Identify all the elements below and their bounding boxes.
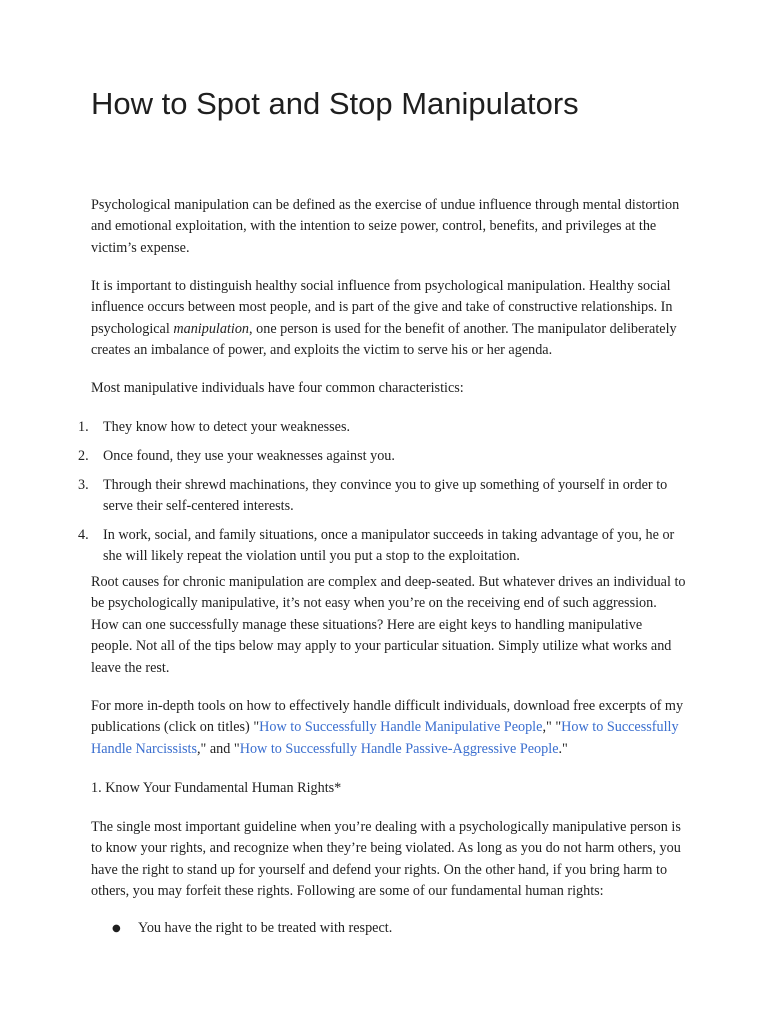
list-item-text: Through their shrewd machinations, they convince you to give up something of yourself in order to serve their self-centered interests. bbox=[103, 476, 668, 514]
list-item-number: 4. bbox=[78, 526, 89, 543]
paragraph-root-causes: Root causes for chronic manipulation are complex and deep-seated. But whatever drives an individual to be psychologically manipulative, it’s not easy when you’re on the receiving end of such aggression. How can one successfully manage these situations? Here are eight keys to handling manipulative people. Not all of the tips below may apply to your particular situation. Simply utilize what works and leave the rest. bbox=[91, 574, 686, 676]
paragraph-definition: Psychological manipulation can be defined as the exercise of undue influence through mental distortion and emotional exploitation, with the intention to seize power, control, benefits, and privileges at the victim’s expense. bbox=[91, 197, 680, 256]
bullet-icon: ● bbox=[112, 923, 121, 934]
list-item bbox=[78, 525, 690, 568]
page-title: How to Spot and Stop Manipulators bbox=[91, 86, 579, 121]
list-item-text: Once found, they use your weaknesses against you. bbox=[103, 447, 395, 464]
list-item bbox=[112, 918, 672, 939]
list-item-number: 2. bbox=[78, 447, 89, 464]
paragraph-know-your-rights: The single most important guideline when you’re dealing with a psychologically manipulative person is to know your rights, and recognize when they’re being violated. As long as you do not harm others, you have the right to stand up for yourself and defend your rights. On the other hand, if you bring harm to others, you may forfeit these rights. Following are some of our fundamental human rights: bbox=[91, 819, 681, 900]
publications-end: ." bbox=[558, 740, 568, 757]
publications-intro: For more in-depth tools on how to effectively handle difficult individuals, download free excerpts of my publications (click on titles) " bbox=[91, 698, 684, 736]
list-item-text: In work, social, and family situations, once a manipulator succeeds in taking advantage of you, he or she will likely repeat the violation until you put a stop to the exploitation. bbox=[103, 526, 675, 565]
list-item-text: They know how to detect your weaknesses. bbox=[103, 419, 351, 435]
list-item bbox=[78, 417, 690, 438]
list-item bbox=[78, 446, 690, 467]
publications-separator: ," " bbox=[542, 719, 562, 736]
link-narcissists[interactable]: How to Successfully Handle Narcissists bbox=[91, 719, 679, 757]
paragraph-publications bbox=[91, 696, 687, 760]
rights-list bbox=[112, 918, 672, 939]
paragraph-healthy-influence-part2: , one person is used for the benefit of another. The manipulator deliberately creates an imbalance of power, and exploits the victim to serve his or her agenda. bbox=[91, 320, 677, 359]
list-item-text: You have the right to be treated with respect. bbox=[138, 920, 393, 936]
paragraph-healthy-influence bbox=[91, 276, 687, 362]
emphasis-manipulation: manipulation bbox=[173, 320, 250, 337]
paragraph-characteristics-intro: Most manipulative individuals have four common characteristics: bbox=[91, 380, 464, 396]
characteristics-list bbox=[78, 417, 690, 575]
list-item-number: 3. bbox=[78, 476, 89, 493]
publications-separator: ," and " bbox=[197, 740, 240, 757]
link-passive-aggressive-people[interactable]: How to Successfully Handle Passive-Aggressive People bbox=[239, 740, 559, 757]
link-manipulative-people[interactable]: How to Successfully Handle Manipulative People bbox=[259, 719, 543, 736]
paragraph-healthy-influence-part1: It is important to distinguish healthy social influence from psychological manipulation. Healthy social influence occurs between most people, and is part of the give and take of constructive relationships. In psychological bbox=[91, 278, 673, 337]
section-heading-human-rights: 1. Know Your Fundamental Human Rights* bbox=[91, 780, 342, 796]
list-item-number: 1. bbox=[78, 419, 89, 435]
list-item bbox=[78, 475, 690, 518]
